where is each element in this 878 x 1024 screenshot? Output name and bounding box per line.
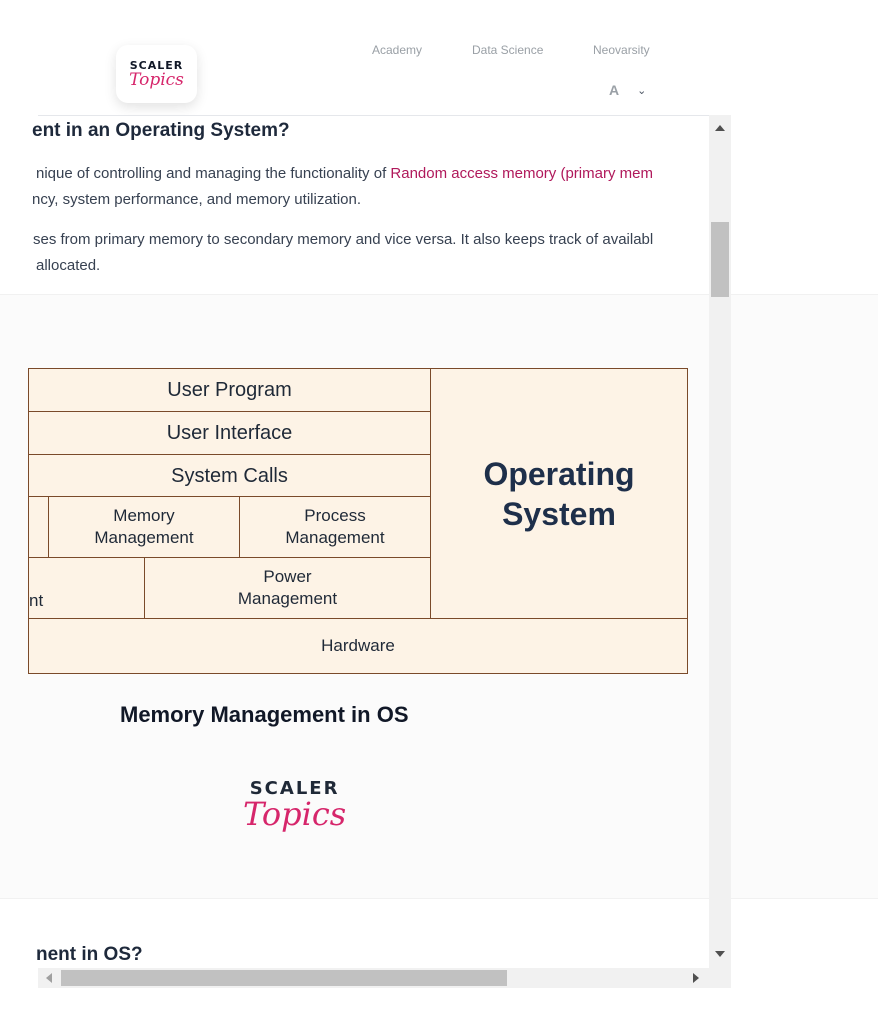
logo-topics-text: Topics <box>129 69 184 90</box>
cell-system-calls: System Calls <box>28 454 431 497</box>
os-layer-diagram <box>29 368 688 674</box>
horizontal-scrollbar[interactable] <box>38 968 731 988</box>
paragraph-2-line-2: allocated. <box>36 257 101 274</box>
horizontal-scroll-thumb[interactable] <box>61 970 507 986</box>
vertical-scrollbar[interactable] <box>709 115 731 968</box>
cell-operating-system: Operating System <box>430 368 688 619</box>
article-viewport <box>29 115 709 968</box>
scroll-down-arrow-icon[interactable] <box>715 951 725 957</box>
language-selector[interactable] <box>609 82 646 98</box>
watermark-topics-text: Topics <box>243 795 347 833</box>
scroll-up-arrow-icon[interactable] <box>715 125 725 131</box>
cell-partial-left-top <box>28 496 49 558</box>
top-nav <box>0 43 768 59</box>
cell-power-management: Power Management <box>144 557 431 619</box>
scaler-topics-watermark <box>243 778 346 833</box>
language-icon: A <box>609 82 620 98</box>
paragraph-2-line-1: ses from primary memory to secondary memory and vice versa. It also keeps track of availabl <box>33 231 654 248</box>
cell-user-program: User Program <box>28 368 431 412</box>
logo-scaler-text: SCALER <box>129 58 184 72</box>
nav-neovarsity[interactable]: Neovarsity <box>593 43 650 57</box>
cell-hardware: Hardware <box>28 618 688 674</box>
paragraph-1-line-1 <box>36 161 653 187</box>
chevron-down-icon: ⌄ <box>637 84 647 97</box>
random-access-memory-link[interactable]: Random access memory (primary mem <box>390 165 653 182</box>
scroll-right-arrow-icon[interactable] <box>693 973 699 983</box>
scroll-left-arrow-icon[interactable] <box>46 973 52 983</box>
cell-memory-management: Memory Management <box>48 496 240 558</box>
watermark-scaler-text: SCALER <box>249 778 340 799</box>
section-heading-top: ent in an Operating System? <box>32 120 290 141</box>
paragraph-1-line-2: ncy, system performance, and memory utilization. <box>32 191 362 208</box>
nav-data-science[interactable]: Data Science <box>472 43 544 57</box>
vertical-scroll-thumb[interactable] <box>711 222 729 297</box>
site-header <box>0 0 768 115</box>
section-heading-bottom: nent in OS? <box>36 944 143 965</box>
nav-academy[interactable]: Academy <box>372 43 423 57</box>
cell-process-management: Process Management <box>239 496 431 558</box>
cell-partial-left-bottom <box>28 557 145 619</box>
figure-caption: Memory Management in OS <box>120 702 409 727</box>
paragraph-1-text: nique of controlling and managing the functionality of <box>36 165 391 182</box>
cell-partial-left-text: nt <box>29 591 44 610</box>
cell-user-interface: User Interface <box>28 411 431 455</box>
